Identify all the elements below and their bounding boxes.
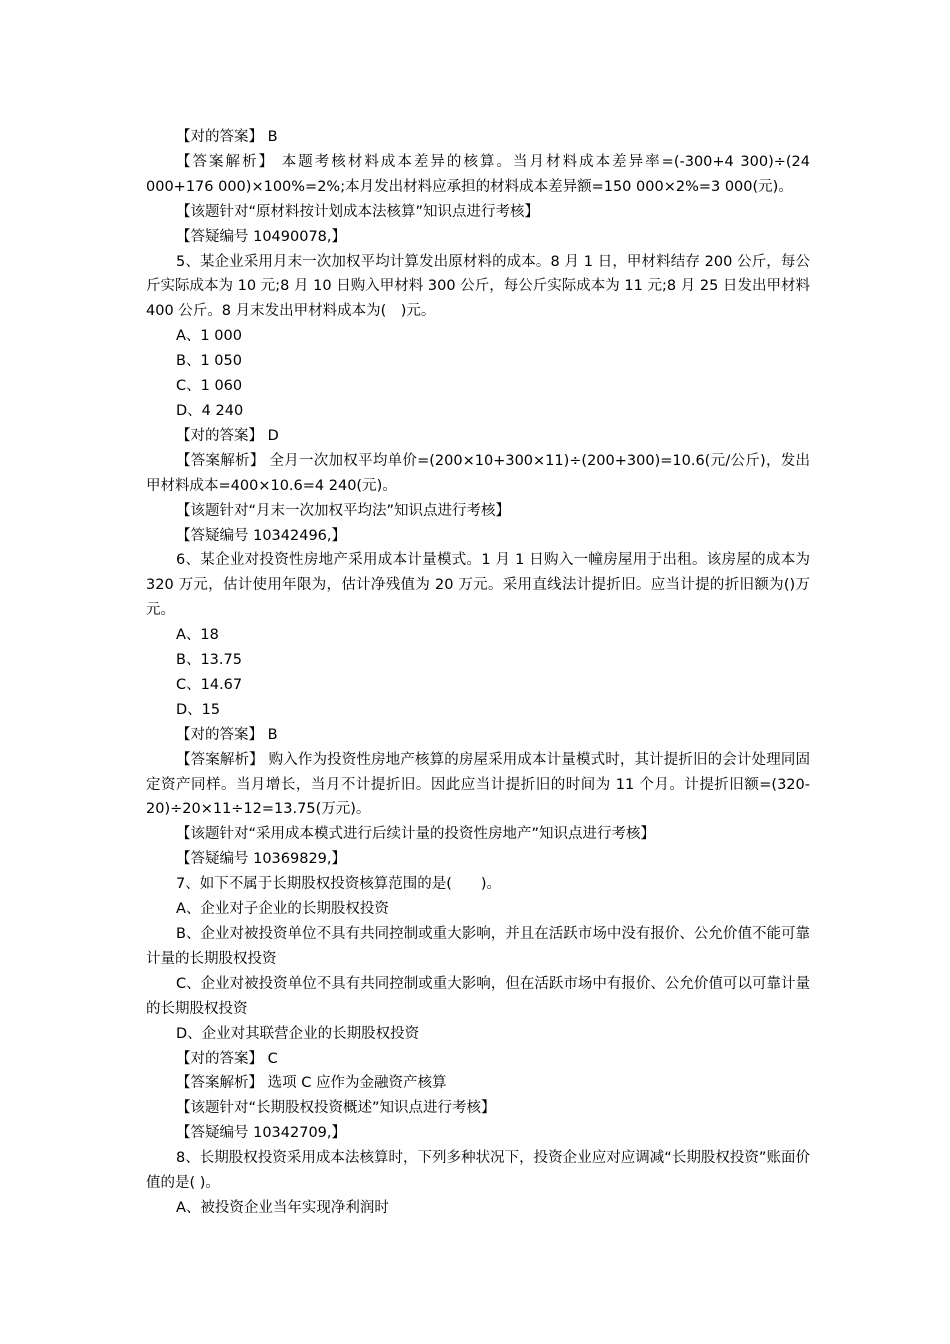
option-b: B、1 050: [176, 353, 242, 370]
qa-id-line: 【答疑编号 10342496,】: [176, 527, 347, 544]
topic-line: 【该题针对“月末一次加权平均法”知识点进行考核】: [176, 502, 511, 519]
option-c: C、14.67: [176, 676, 243, 693]
document-page: [146, 125, 810, 1221]
topic-line: 【该题针对“原材料按计划成本法核算”知识点进行考核】: [176, 203, 540, 220]
option-d: D、企业对其联营企业的长期股权投资: [176, 1025, 420, 1042]
question-5: 5、某企业采用月末一次加权平均计算发出原材料的成本。8 月 1 日，甲材料结存 200 公斤，每公斤实际成本为 10 元;8 月 10 日购入甲材料 300 公斤，每公斤实际成本为 11 元;8 月 25 日发出甲材料 400 公斤。8 月末发出甲材料成本为( )元。: [146, 253, 810, 320]
option-d: D、4 240: [176, 402, 244, 419]
analysis-line: 【答案解析】 选项 C 应作为金融资产核算: [176, 1075, 447, 1092]
analysis-line: 【答案解析】 本题考核材料成本差异的核算。当月材料成本差异率=(-300+4 300)÷(24 000+176 000)×100%=2%;本月发出材料应承担的材料成本差异额=150 000×2%=3 000(元)。: [146, 153, 810, 195]
topic-line: 【该题针对“长期股权投资概述”知识点进行考核】: [176, 1100, 496, 1117]
option-d: D、15: [176, 701, 221, 718]
answer-line: 【对的答案】 B: [176, 129, 278, 145]
option-a: A、1 000: [176, 328, 242, 345]
option-a: A、18: [176, 627, 219, 644]
answer-line: 【对的答案】 D: [176, 427, 279, 444]
qa-id-line: 【答疑编号 10490078,】: [176, 228, 347, 245]
answer-line: 【对的答案】 B: [176, 726, 278, 743]
qa-id-line: 【答疑编号 10369829,】: [176, 851, 347, 868]
option-b: B、13.75: [176, 652, 242, 669]
option-c: C、1 060: [176, 378, 243, 395]
qa-id-line: 【答疑编号 10342709,】: [176, 1125, 347, 1142]
option-a: A、企业对子企业的长期股权投资: [176, 901, 389, 918]
topic-line: 【该题针对“采用成本模式进行后续计量的投资性房地产”知识点进行考核】: [176, 826, 656, 843]
option-b: B、企业对被投资单位不具有共同控制或重大影响，并且在活跃市场中没有报价、公允价值不能可靠计量的长期股权投资: [146, 926, 810, 967]
question-6: 6、某企业对投资性房地产采用成本计量模式。1 月 1 日购入一幢房屋用于出租。该房屋的成本为 320 万元，估计使用年限为，估计净残值为 20 万元。采用直线法计提折旧。应当计提的折旧额为()万元。: [146, 552, 810, 619]
analysis-line: 【答案解析】 购入作为投资性房地产核算的房屋采用成本计量模式时，其计提折旧的会计处理同固定资产同样。当月增长，当月不计提折旧。因此应当计提折旧的时间为 11 个月。计提折旧额=(320-20)÷20×11÷12=13.75(万元)。: [146, 751, 810, 818]
option-c: C、企业对被投资单位不具有共同控制或重大影响，但在活跃市场中有报价、公允价值可以可靠计量的长期股权投资: [146, 975, 810, 1017]
option-a: A、被投资企业当年实现净利润时: [176, 1199, 389, 1216]
question-8: 8、长期股权投资采用成本法核算时，下列多种状况下，投资企业应对应调减“长期股权投资”账面价值的是( )。: [146, 1150, 810, 1192]
analysis-line: 【答案解析】 全月一次加权平均单价=(200×10+300×11)÷(200+300)=10.6(元/公斤)，发出甲材料成本=400×10.6=4 240(元)。: [146, 452, 810, 494]
answer-line: 【对的答案】 C: [176, 1050, 278, 1067]
question-7: 7、如下不属于长期股权投资核算范围的是( )。: [176, 876, 502, 893]
